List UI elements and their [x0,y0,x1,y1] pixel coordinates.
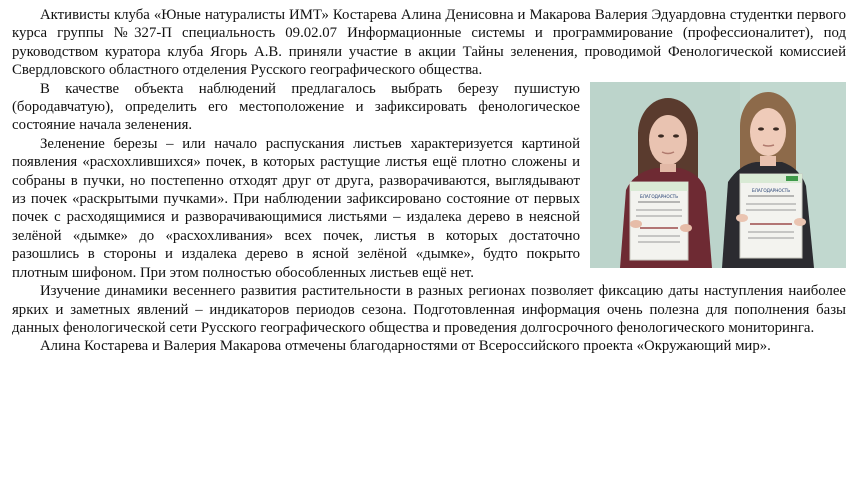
certificate-title-left: БЛАГОДАРНОСТЬ [639,193,679,199]
participants-photo [590,82,846,268]
paragraph-greening: Зеленение березы – или начало распускания листьев характеризуется картиной появления «расхохлившихся» почек, в которых растущие листья ещё плотно сложены и собраны в пучки, но постепенно отходят друг от друга, разворачиваются, выглядывают из почек «раскрытыми пучками». При наблюдении зафиксировано состояние от первых почек с расходящимися и разворачивающимися листьями – издалека дерево в неясной зелёной «дымке» до «расхохливания» всех почек, листья в которых достаточно разошлись в стороны и издалека дерево в ясной зелёной «дымке», будто покрыто плотным шифоном. При этом полностью обособленных листьев ещё нет. [12,135,580,281]
certificate-title-right: БЛАГОДАРНОСТЬ [751,187,791,193]
paragraph-dynamics: Изучение динамики весеннего развития растительности в разных регионах позволяет фиксацию даты наступления наиболее ярких и заметных явлений – индикаторов периодов сезона. Подготовленная информация очень полезна для пополнения базы данных фенологической сети Русского географического общества и проведения долгосрочного фенологического мониторинга. [12,283,846,336]
paragraph-awards: Алина Костарева и Валерия Макарова отмечены благодарностями от Всероссийского проекта «Окружающий мир». [40,338,771,355]
paragraph-object: В качестве объекта наблюдений предлагалось выбрать березу пушистую (бородавчатую), определить его местоположение и зафиксировать фенологическое состояние начала зеленения. [12,80,580,134]
paragraph-intro: Активисты клуба «Юные натуралисты ИМТ» Костарева Алина Денисовна и Макарова Валерия Эдуардовна студентки первого курса группы №327-П специальность 09.02.07 Информационные системы и программирование (профессионалитет), под руководством куратора клуба Ягорь А.В. приняли участие в акции Тайны зеленения, проводимой Фенологической комиссией Свердловского областного отделения Русского географического общества. [12,7,846,79]
article-body [12,6,846,356]
